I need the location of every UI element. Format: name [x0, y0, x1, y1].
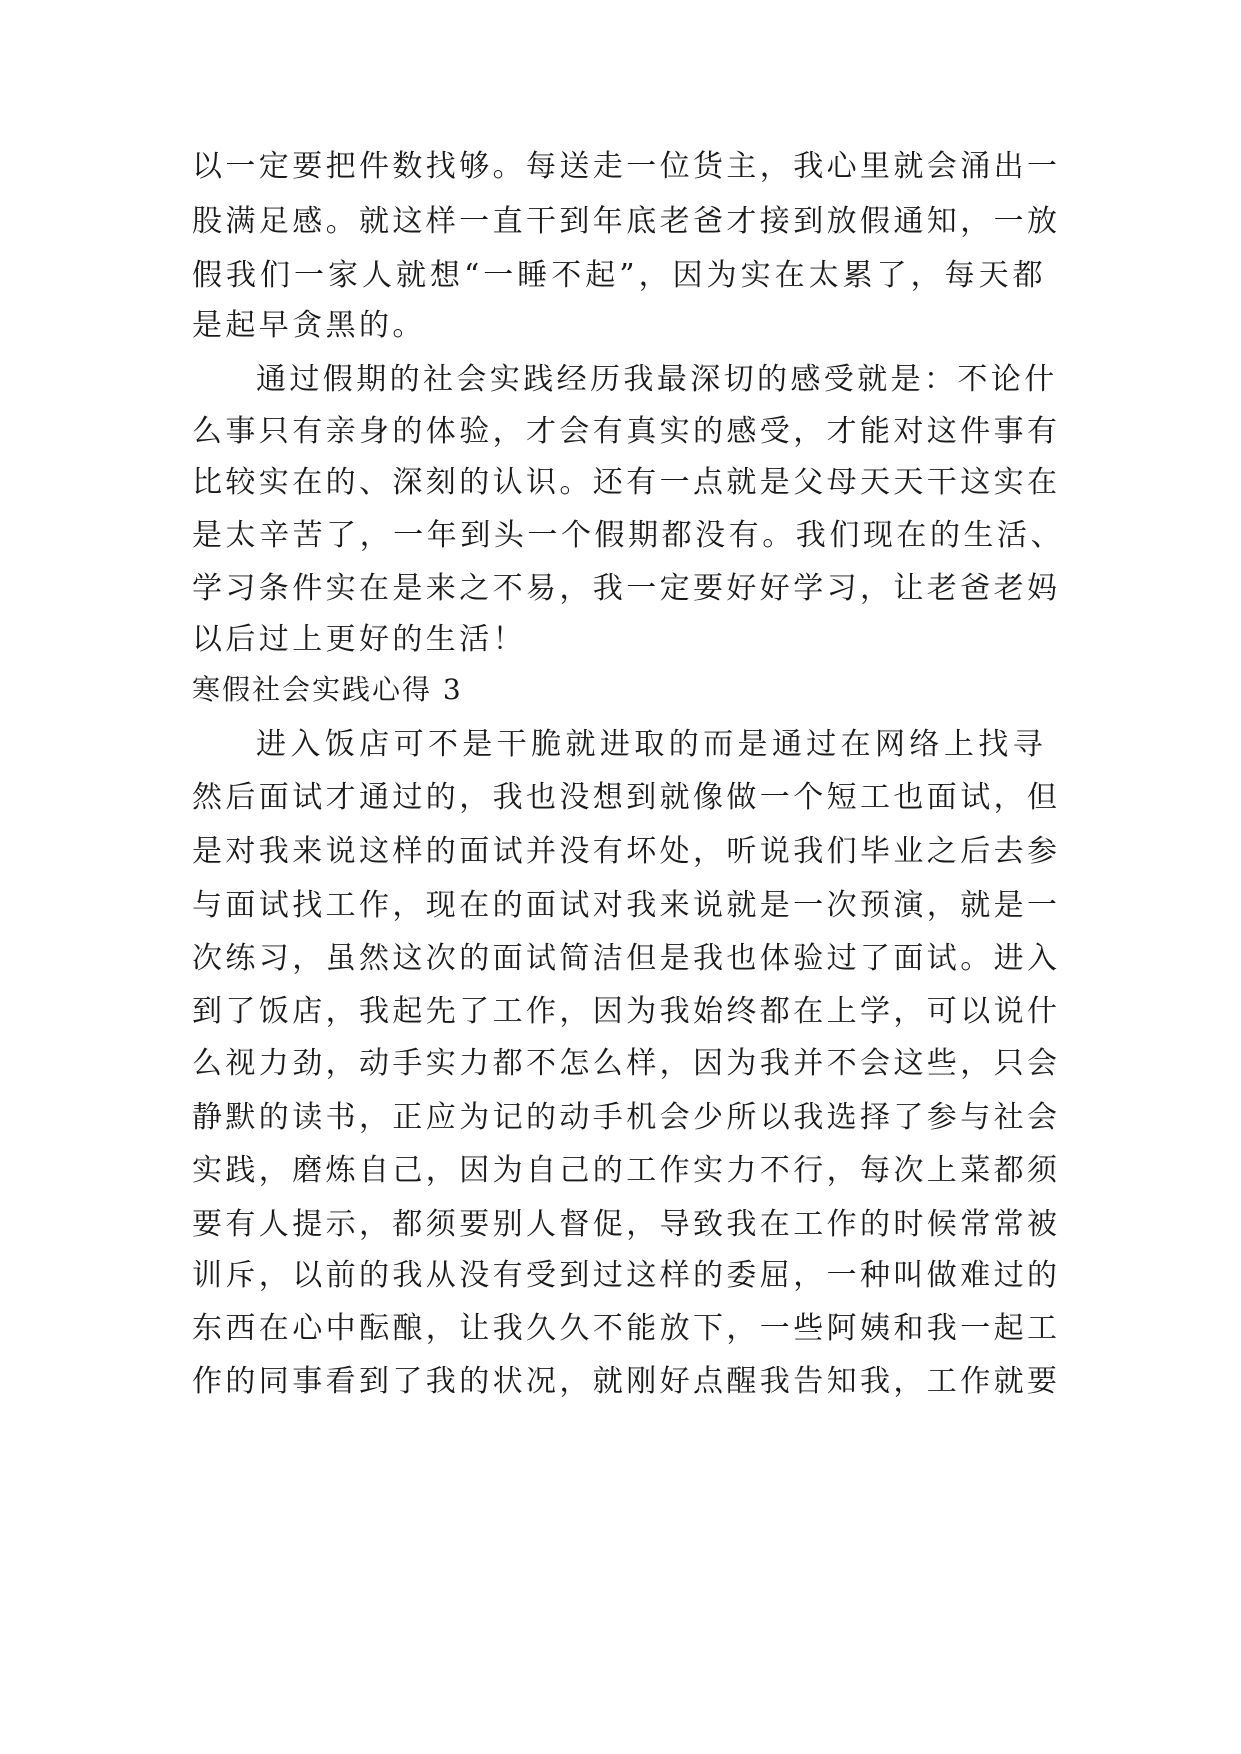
text-line-content: 假我们一家人就想“一睡不起”，因为实在太累了，每天都 — [192, 258, 1046, 293]
text-line-content: 是起早贪黑的。 — [192, 308, 426, 343]
text-line-content: 以一定要把件数找够。每送走一位货主，我心里就会涌出一 — [192, 149, 1061, 184]
text-line — [0, 516, 1241, 556]
text-line — [0, 202, 1241, 242]
text-line — [0, 147, 1241, 187]
text-line-content: 次练习，虽然这次的面试简洁但是我也体验过了面试。进入 — [192, 941, 1061, 976]
text-line — [0, 992, 1241, 1032]
text-line — [0, 886, 1241, 926]
section-heading-text: 寒假社会实践心得 3 — [192, 673, 463, 706]
text-line — [0, 1362, 1241, 1402]
text-line — [0, 832, 1241, 872]
text-line-content: 么事只有亲身的体验，才会有真实的感受，才能对这件事有 — [192, 414, 1061, 449]
text-line — [0, 463, 1241, 503]
text-line-content: 比较实在的、深刻的认识。还有一点就是父母天天干这实在 — [192, 465, 1061, 500]
text-line — [0, 412, 1241, 452]
text-line-content: 然后面试才通过的，我也没想到就像做一个短工也面试，但 — [192, 780, 1061, 815]
text-line — [0, 1098, 1241, 1138]
text-line-content: 到了饭店，我起先了工作，因为我始终都在上学，可以说什 — [192, 994, 1061, 1029]
text-line — [0, 1205, 1241, 1245]
text-line-content: 训斥，以前的我从没有受到过这样的委屈，一种叫做难过的 — [192, 1258, 1061, 1293]
text-line-content: 是太辛苦了，一年到头一个假期都没有。我们现在的生活、 — [192, 518, 1064, 553]
text-line — [0, 256, 1241, 296]
text-line — [0, 1151, 1241, 1191]
text-line-content: 东西在心中酝酿，让我久久不能放下，一些阿姨和我一起工 — [192, 1311, 1061, 1346]
text-line-content: 实践，磨炼自己，因为自己的工作实力不行，每次上菜都须 — [192, 1153, 1061, 1188]
text-line — [0, 939, 1241, 979]
text-line — [0, 1256, 1241, 1296]
text-line-content: 是对我来说这样的面试并没有坏处，听说我们毕业之后去参 — [192, 834, 1061, 869]
text-line-content: 静默的读书，正应为记的动手机会少所以我选择了参与社会 — [192, 1100, 1061, 1135]
text-line-content: 学习条件实在是来之不易，我一定要好好学习，让老爸老妈 — [192, 571, 1061, 606]
text-line-content: 通过假期的社会实践经历我最深切的感受就是：不论什 — [256, 362, 1058, 397]
text-line — [0, 778, 1241, 818]
text-line — [0, 725, 1241, 765]
text-line — [0, 620, 1241, 660]
text-line-content: 作的同事看到了我的状况，就刚好点醒我告知我，工作就要 — [192, 1364, 1061, 1399]
text-line-content: 与面试找工作，现在的面试对我来说就是一次预演，就是一 — [192, 888, 1061, 923]
text-line — [0, 1044, 1241, 1084]
text-line — [0, 569, 1241, 609]
text-line-content: 要有人提示，都须要别人督促，导致我在工作的时候常常被 — [192, 1207, 1061, 1242]
section-heading — [0, 670, 1241, 710]
text-line — [0, 306, 1241, 346]
text-line-content: 么视力劲，动手实力都不怎么样，因为我并不会这些，只会 — [192, 1046, 1061, 1081]
text-line-content: 以后过上更好的生活！ — [192, 622, 526, 657]
text-line-content: 进入饭店可不是干脆就进取的而是通过在网络上找寻 — [256, 727, 1046, 762]
text-line — [0, 360, 1241, 400]
text-line-content: 股满足感。就这样一直干到年底老爸才接到放假通知，一放 — [192, 204, 1061, 239]
text-line — [0, 1309, 1241, 1349]
